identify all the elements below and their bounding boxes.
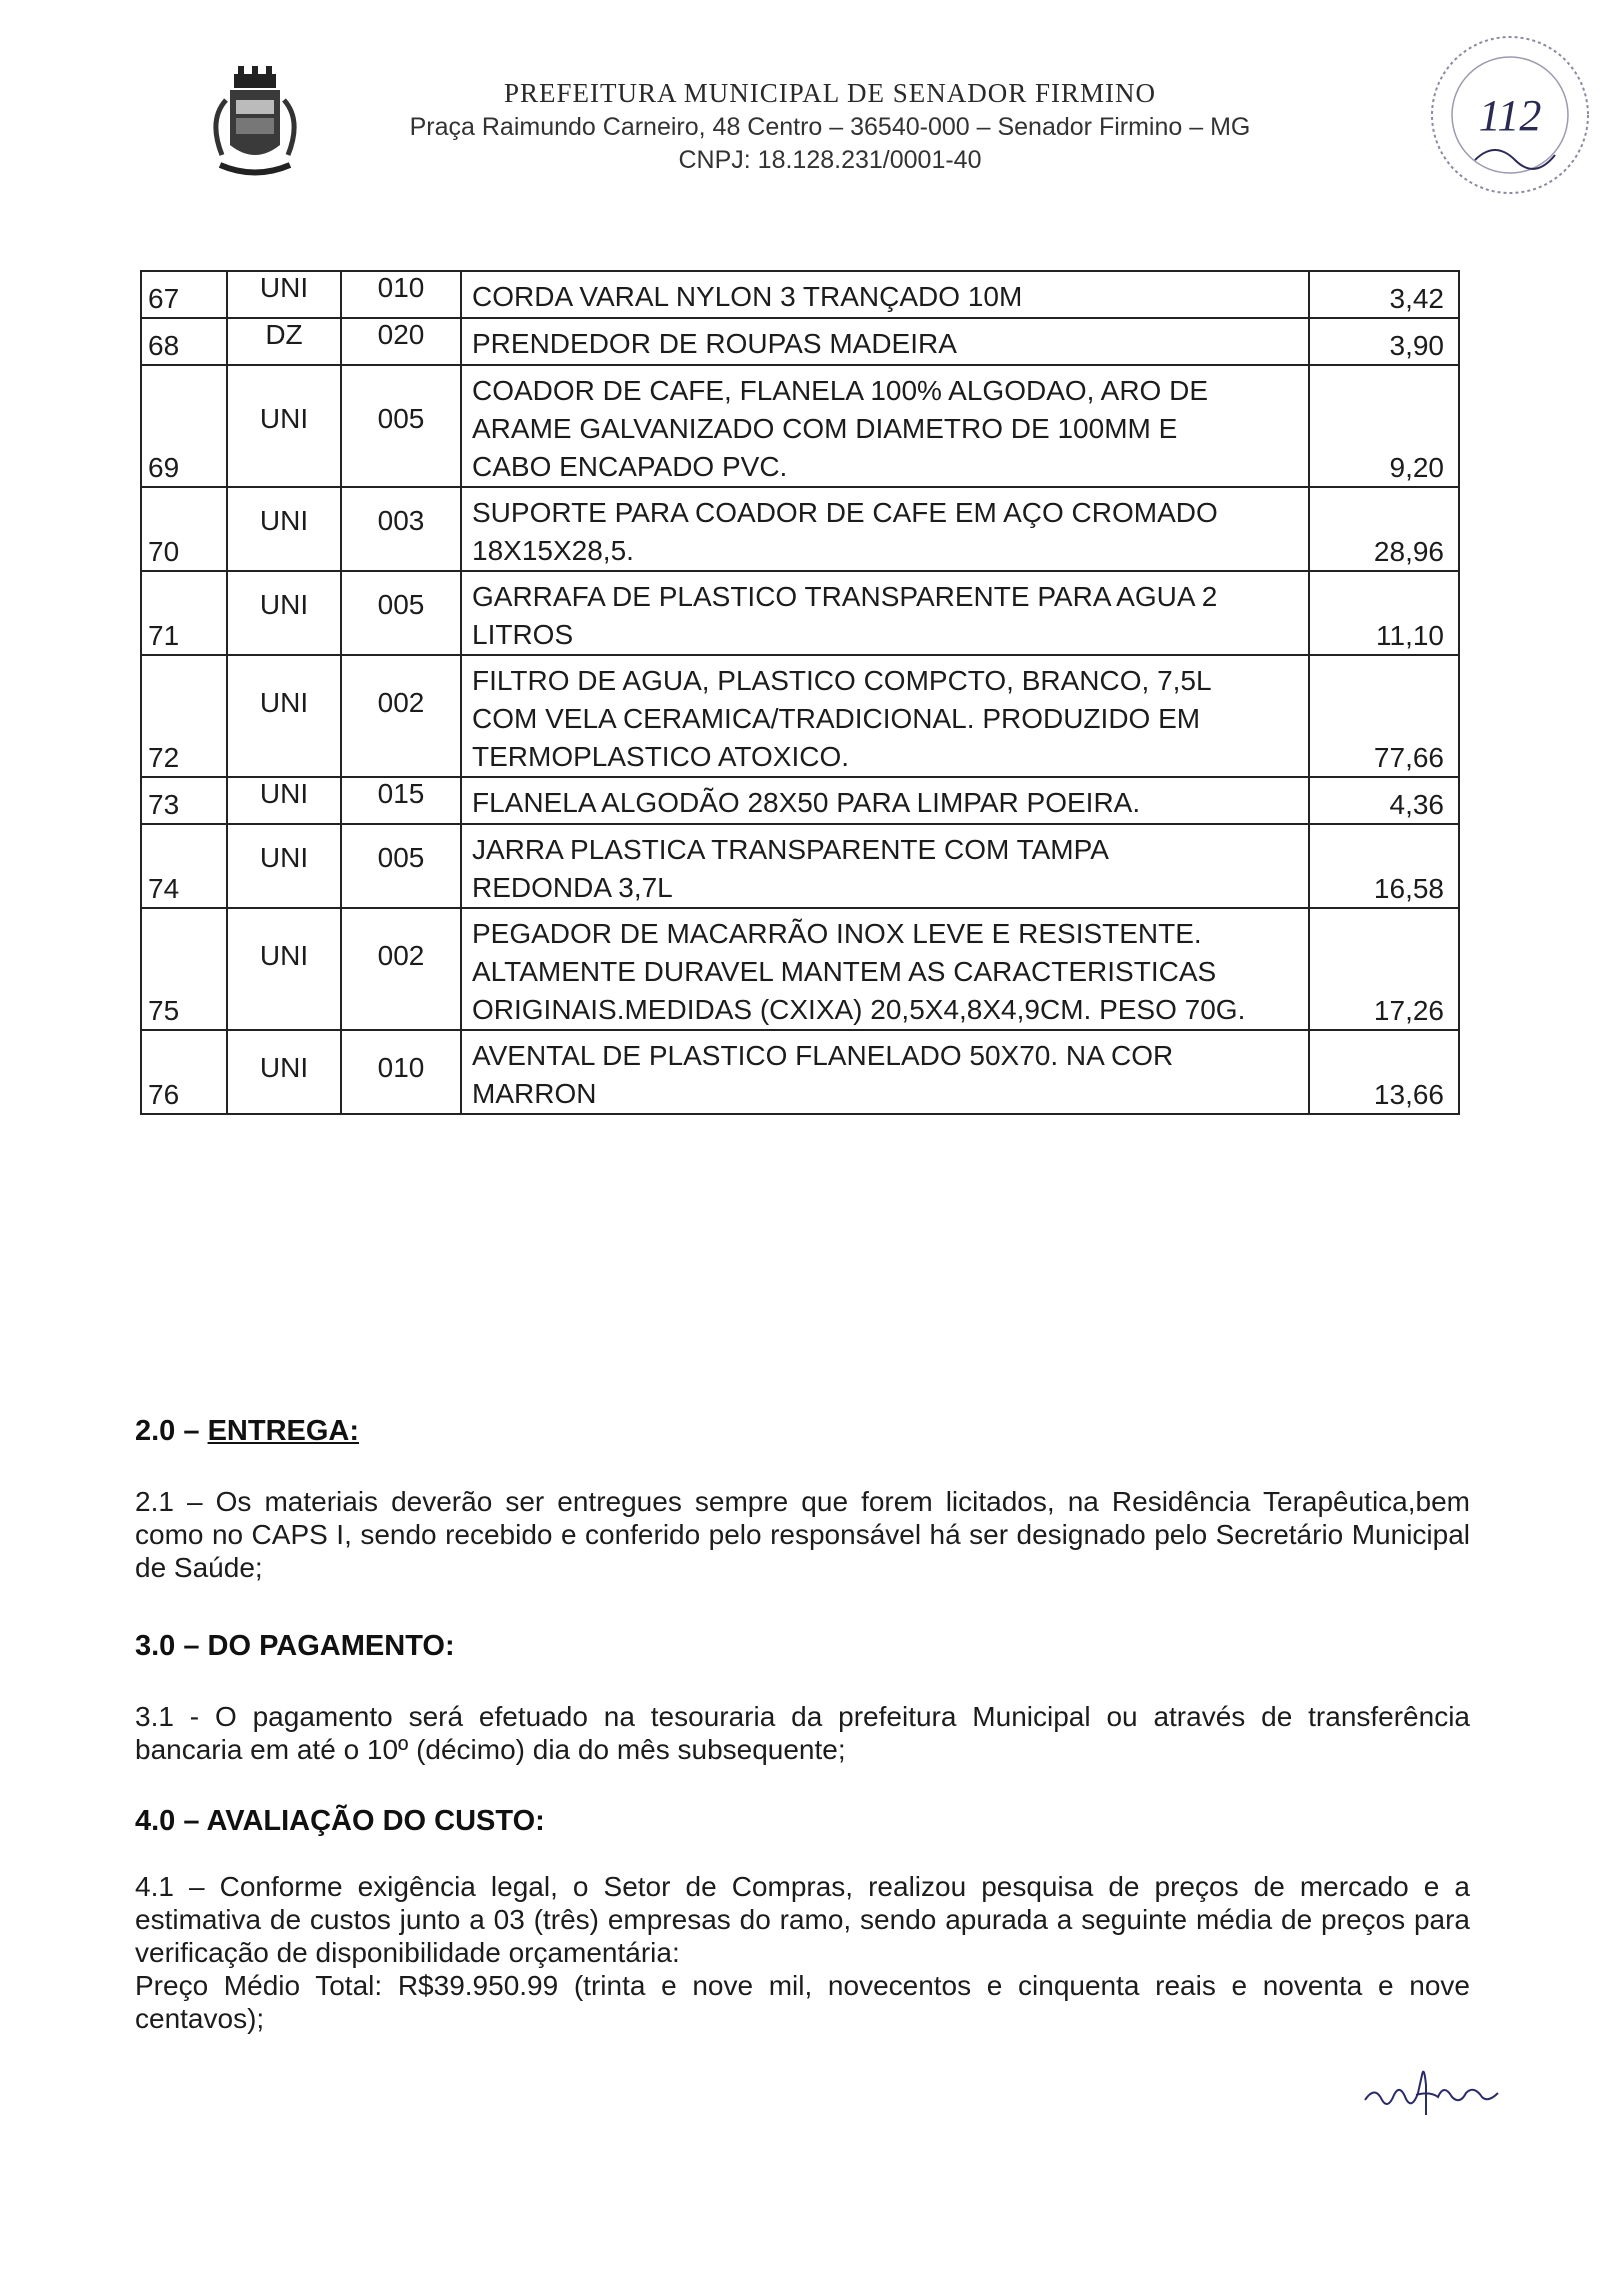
item-description-line: COADOR DE CAFE, FLANELA 100% ALGODAO, ARO DE — [472, 375, 1209, 406]
item-description — [461, 908, 1309, 1030]
item-unit: UNI — [227, 908, 341, 1030]
letterhead — [330, 78, 1330, 175]
item-price-cell — [1309, 1030, 1459, 1114]
item-unit: UNI — [227, 571, 341, 655]
table-row — [141, 271, 1459, 318]
item-number-cell — [141, 487, 227, 571]
letterhead-title: PREFEITURA MUNICIPAL DE SENADOR FIRMINO — [503, 78, 1157, 108]
item-unit: UNI — [227, 655, 341, 777]
item-number: 75 — [148, 995, 180, 1026]
letterhead-address: Praça Raimundo Carneiro, 48 Centro – 36540-000 – Senador Firmino – MG — [409, 113, 1251, 141]
item-price-cell — [1309, 271, 1459, 318]
item-price-cell — [1309, 824, 1459, 908]
item-unit: UNI — [227, 271, 341, 318]
section-entrega-number: 2.0 – — [135, 1415, 208, 1447]
item-description — [461, 318, 1309, 365]
item-number: 74 — [148, 873, 180, 904]
item-price: 13,66 — [1373, 1079, 1444, 1110]
item-quantity: 020 — [341, 318, 461, 365]
item-unit: UNI — [227, 365, 341, 487]
item-description-line: LITROS — [472, 619, 574, 650]
table-row — [141, 487, 1459, 571]
section-entrega-title — [135, 1415, 359, 1448]
item-price: 77,66 — [1373, 742, 1444, 773]
item-price-cell — [1309, 318, 1459, 365]
item-number: 69 — [148, 452, 180, 483]
table-row — [141, 365, 1459, 487]
table-row — [141, 318, 1459, 365]
item-price-cell — [1309, 777, 1459, 824]
item-quantity: 003 — [341, 487, 461, 571]
item-description-line: 18X15X28,5. — [472, 535, 634, 566]
table-row — [141, 655, 1459, 777]
item-number-cell — [141, 318, 227, 365]
item-price: 3,90 — [1389, 330, 1444, 361]
item-quantity: 002 — [341, 655, 461, 777]
item-unit: UNI — [227, 777, 341, 824]
section-entrega-heading: ENTREGA: — [207, 1415, 360, 1447]
item-description — [461, 1030, 1309, 1114]
item-price: 17,26 — [1373, 995, 1444, 1026]
item-number-cell — [141, 271, 227, 318]
section-avaliacao-text — [135, 1870, 1470, 2035]
item-price-cell — [1309, 908, 1459, 1030]
stamp-page-number: 112 — [1478, 91, 1542, 140]
total-value: R$39.950.99 (trinta e nove mil, novecentos e cinquenta reais e noventa e nove centavos); — [135, 1970, 1470, 2034]
item-description-line: AVENTAL DE PLASTICO FLANELADO 50X70. NA COR — [472, 1040, 1174, 1071]
items-table — [140, 270, 1460, 1115]
item-description-line: TERMOPLASTICO ATOXICO. — [472, 741, 850, 772]
item-number: 71 — [148, 620, 180, 651]
item-unit: UNI — [227, 824, 341, 908]
item-description-line: MARRON — [472, 1078, 597, 1109]
item-description-line: JARRA PLASTICA TRANSPARENTE COM TAMPA — [472, 834, 1109, 865]
item-price-cell — [1309, 487, 1459, 571]
item-quantity: 005 — [341, 824, 461, 908]
item-quantity: 010 — [341, 1030, 461, 1114]
item-description-line: PEGADOR DE MACARRÃO INOX LEVE E RESISTENTE. — [472, 918, 1202, 949]
letterhead-cnpj: CNPJ: 18.128.231/0001-40 — [678, 146, 982, 174]
item-price: 4,36 — [1389, 789, 1444, 820]
item-description-line: ALTAMENTE DURAVEL MANTEM AS CARACTERISTICAS — [472, 956, 1217, 987]
item-price: 28,96 — [1373, 536, 1444, 567]
item-description-line: CABO ENCAPADO PVC. — [472, 451, 788, 482]
municipal-crest-logo — [200, 60, 310, 185]
item-number: 72 — [148, 742, 180, 773]
item-number-cell — [141, 824, 227, 908]
item-quantity: 005 — [341, 571, 461, 655]
item-unit: UNI — [227, 1030, 341, 1114]
item-number-cell — [141, 777, 227, 824]
item-number-cell — [141, 571, 227, 655]
table-row — [141, 571, 1459, 655]
section-pagamento-title: 3.0 – DO PAGAMENTO: — [135, 1630, 455, 1662]
item-unit: DZ — [227, 318, 341, 365]
item-description-line: GARRAFA DE PLASTICO TRANSPARENTE PARA AGUA 2 — [472, 581, 1218, 612]
item-description — [461, 824, 1309, 908]
item-number-cell — [141, 365, 227, 487]
item-number: 68 — [148, 330, 180, 361]
table-row — [141, 824, 1459, 908]
item-quantity: 010 — [341, 271, 461, 318]
item-description-line: SUPORTE PARA COADOR DE CAFE EM AÇO CROMADO — [472, 497, 1218, 528]
section-pagamento-text: 3.1 - O pagamento será efetuado na tesouraria da prefeitura Municipal ou através de transferência bancaria em até o 10º (décimo) dia do mês subsequente; — [135, 1701, 1470, 1765]
item-description — [461, 487, 1309, 571]
item-quantity: 015 — [341, 777, 461, 824]
item-description-line: COM VELA CERAMICA/TRADICIONAL. PRODUZIDO EM — [472, 703, 1201, 734]
item-description — [461, 365, 1309, 487]
item-description-line: ARAME GALVANIZADO COM DIAMETRO DE 100MM E — [472, 413, 1178, 444]
table-row — [141, 908, 1459, 1030]
item-number-cell — [141, 908, 227, 1030]
handwritten-signature — [1360, 2055, 1520, 2125]
item-price-cell — [1309, 571, 1459, 655]
section-entrega-text: 2.1 – Os materiais deverão ser entregues sempre que forem licitados, na Residência Terapêutica,bem como no CAPS I, sendo recebido e conferido pelo responsável há ser designado pelo Secretário Municipal de Saúde; — [135, 1486, 1470, 1583]
item-description — [461, 777, 1309, 824]
item-price-cell — [1309, 365, 1459, 487]
item-quantity: 002 — [341, 908, 461, 1030]
item-price: 11,10 — [1376, 620, 1444, 651]
item-unit: UNI — [227, 487, 341, 571]
item-price: 16,58 — [1373, 873, 1444, 904]
item-description-line: FILTRO DE AGUA, PLASTICO COMPCTO, BRANCO, 7,5L — [472, 665, 1212, 696]
item-number-cell — [141, 1030, 227, 1114]
item-description-line: FLANELA ALGODÃO 28X50 PARA LIMPAR POEIRA. — [472, 787, 1141, 818]
item-number: 73 — [148, 789, 180, 820]
avaliacao-body: 4.1 – Conforme exigência legal, o Setor de Compras, realizou pesquisa de preços de mercado e a estimativa de custos junto a 03 (três) empresas do ramo, sendo apurada a seguinte média de preços para verificação de disponibilidade orçamentária: — [135, 1871, 1470, 1968]
item-number: 76 — [148, 1079, 180, 1110]
item-description-line: REDONDA 3,7L — [472, 872, 673, 903]
item-quantity: 005 — [341, 365, 461, 487]
item-description — [461, 271, 1309, 318]
item-number: 70 — [148, 536, 180, 567]
item-description-line: PRENDEDOR DE ROUPAS MADEIRA — [472, 328, 957, 359]
item-price: 3,42 — [1389, 283, 1444, 314]
section-avaliacao-title: 4.0 – AVALIAÇÃO DO CUSTO: — [135, 1805, 545, 1837]
table-row — [141, 1030, 1459, 1114]
item-price-cell — [1309, 655, 1459, 777]
item-price: 9,20 — [1389, 452, 1444, 483]
item-description-line: ORIGINAIS.MEDIDAS (CXIXA) 20,5X4,8X4,9CM. PESO 70G. — [472, 994, 1246, 1025]
commission-stamp — [1420, 20, 1600, 210]
item-number: 67 — [148, 283, 180, 314]
item-description — [461, 571, 1309, 655]
item-number-cell — [141, 655, 227, 777]
item-description-line: CORDA VARAL NYLON 3 TRANÇADO 10M — [472, 281, 1023, 312]
total-label: Preço Médio Total: — [135, 1970, 383, 2001]
table-row — [141, 777, 1459, 824]
item-description — [461, 655, 1309, 777]
